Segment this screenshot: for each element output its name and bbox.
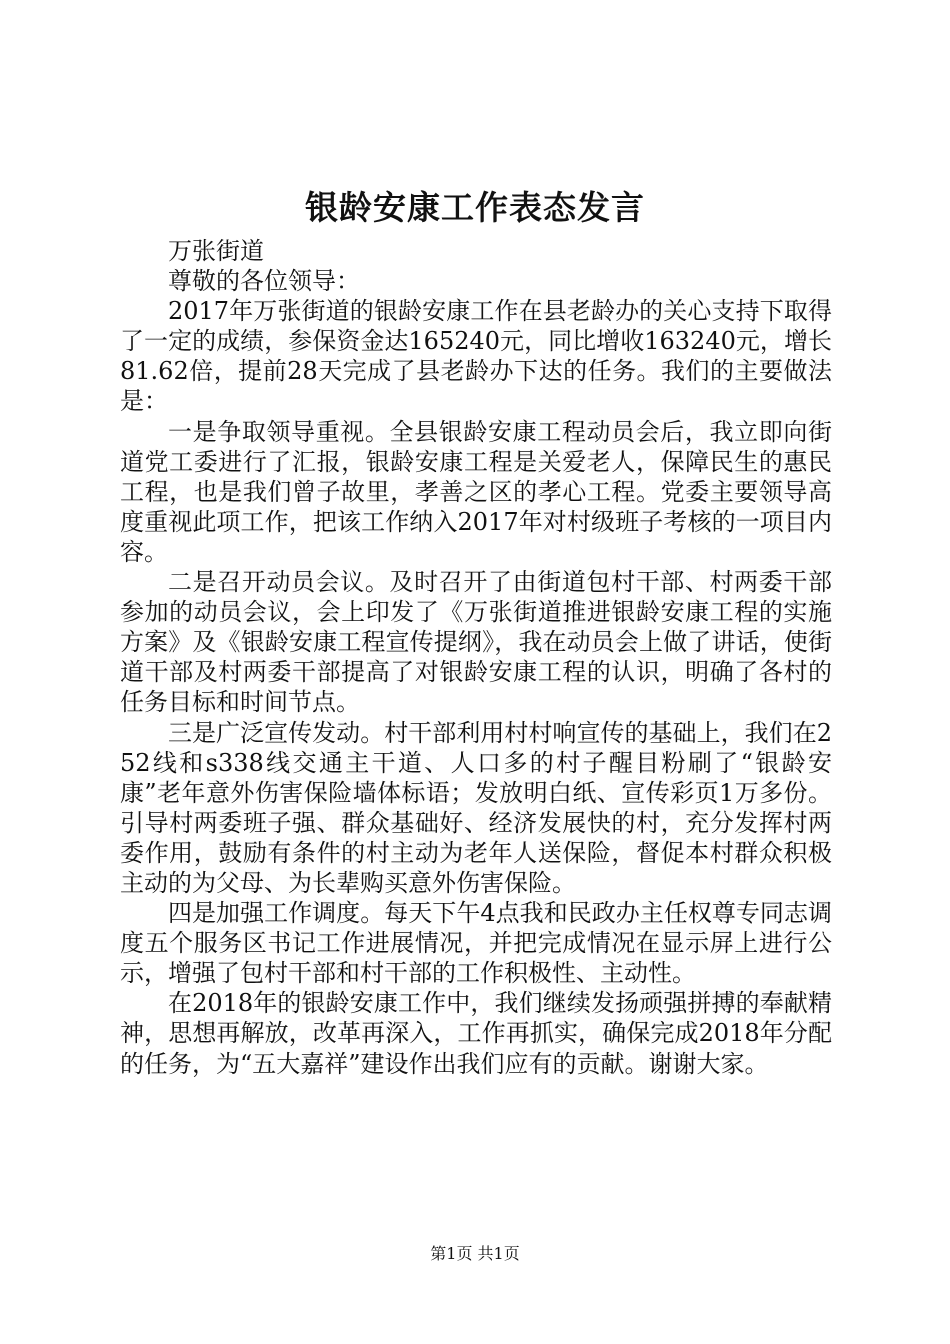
paragraph-point-one: 一是争取领导重视。全县银龄安康工程动员会后，我立即向街道党工委进行了汇报，银龄安康工程是关爱老人，保障民生的惠民工程，也是我们曾子故里，孝善之区的孝心工程。党委主要领导高度重视此项工作，把该工作纳入2017年对村级班子考核的一项目内容。 (120, 417, 832, 566)
paragraph-closing: 在2018年的银龄安康工作中，我们继续发扬顽强拼搏的奉献精神，思想再解放，改革再深入，工作再抓实，确保完成2018年分配的任务，为“五大嘉祥”建设作出我们应有的贡献。谢谢大家。 (120, 989, 832, 1078)
document-title: 银龄安康工作表态发言 (305, 188, 645, 227)
paragraph-point-two: 二是召开动员会议。及时召开了由街道包村干部、村两委干部参加的动员会议，会上印发了《万张街道推进银龄安康工程的实施方案》及《银龄安康工程宣传提纲》，我在动员会上做了讲话，使街道干部及村两委干部提高了对银龄安康工程的认识，明确了各村的任务目标和时间节点。 (120, 568, 832, 717)
paragraph-point-four: 四是加强工作调度。每天下午4点我和民政办主任权尊专同志调度五个服务区书记工作进展情况，并把完成情况在显示屏上进行公示，增强了包村干部和村干部的工作积极性、主动性。 (120, 899, 832, 988)
paragraph-point-three: 三是广泛宣传发动。村干部利用村村响宣传的基础上，我们在252线和s338线交通主干道、人口多的村子醒目粉刷了“银龄安康”老年意外伤害保险墙体标语；发放明白纸、宣传彩页1万多份。引导村两委班子强、群众基础好、经济发展快的村，充分发挥村两委作用，鼓励有条件的村主动为老年人送保险，督促本村群众积极主动的为父母、为长辈购买意外伤害保险。 (120, 718, 832, 897)
document-body (120, 236, 832, 1079)
paragraph-organization: 万张街道 (168, 237, 264, 265)
paragraph-intro: 2017年万张街道的银龄安康工作在县老龄办的关心支持下取得了一定的成绩，参保资金达165240元，同比增收163240元，增长81.62倍，提前28天完成了县老龄办下达的任务。我们的主要做法是： (120, 297, 832, 416)
page-number-footer: 第1页 共1页 (430, 1244, 520, 1263)
paragraph-salutation: 尊敬的各位领导： (168, 267, 360, 296)
